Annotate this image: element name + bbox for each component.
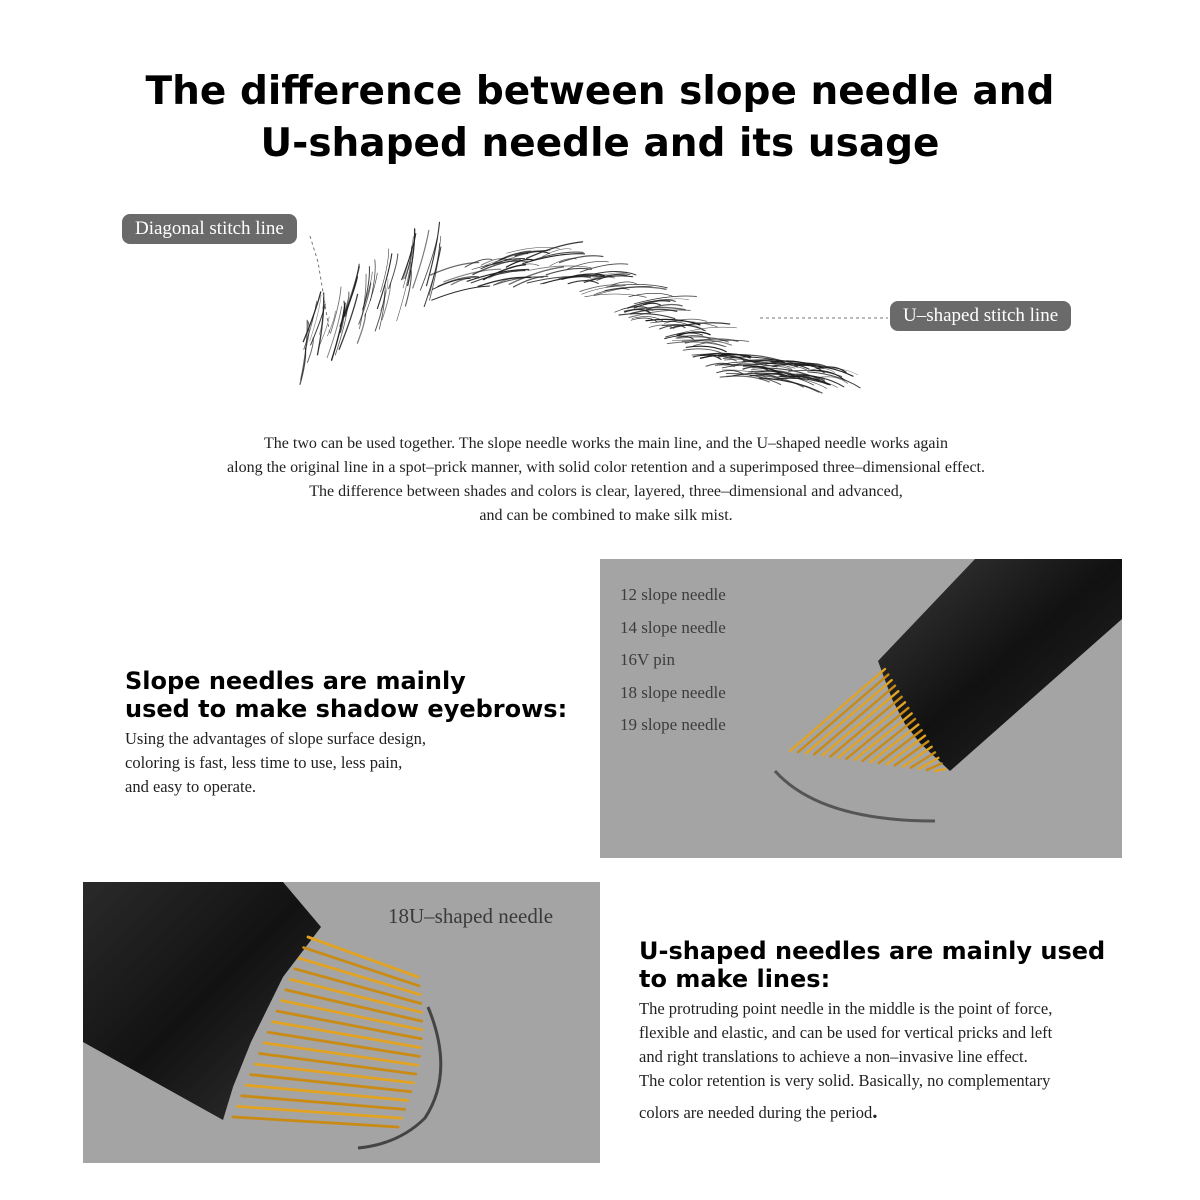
- needle-pin: [887, 736, 925, 765]
- heading-line: used to make shadow eyebrows:: [125, 695, 568, 723]
- needle-pin: [798, 675, 888, 753]
- eyebrow-hair-stroke: [568, 281, 598, 284]
- eyebrow-hair-stroke: [420, 238, 437, 290]
- heading-line: to make lines:: [639, 965, 831, 993]
- eyebrow-hair-strokes: [300, 222, 860, 393]
- slope-section-body: [125, 727, 426, 799]
- slope-needle-list: [620, 579, 726, 742]
- list-item: 16V pin: [620, 650, 675, 669]
- title-line-2: U-shaped needle and its usage: [260, 121, 940, 166]
- eyebrow-hair-stroke: [580, 264, 628, 272]
- eyebrow-hair-stroke: [550, 258, 576, 265]
- needle-pin: [260, 1054, 416, 1075]
- needle-pin: [308, 937, 418, 977]
- needle-pin: [255, 1064, 413, 1083]
- u-shaped-stitch-label: U–shaped stitch line: [890, 301, 1071, 331]
- u-section-heading: [639, 937, 1105, 993]
- description-line: The two can be used together. The slope needle works the main line, and the U–shaped needle works again: [264, 435, 948, 452]
- body-line-text: colors are needed during the period: [639, 1103, 873, 1122]
- body-line-end-mark: .: [872, 1099, 878, 1123]
- eyebrow-hair-stroke: [327, 311, 335, 336]
- eyebrow-hair-stroke: [432, 286, 490, 300]
- list-item: 12 slope needle: [620, 585, 726, 604]
- description-paragraph: [0, 432, 1200, 528]
- eyebrow-hair-stroke: [301, 320, 307, 379]
- body-line: The protruding point needle in the middle is the point of force,: [639, 999, 1053, 1018]
- body-line: The color retention is very solid. Basically, no complementary: [639, 1071, 1051, 1090]
- needle-pin: [935, 769, 945, 771]
- needle-pin: [846, 708, 908, 759]
- diagonal-stitch-label: Diagonal stitch line: [122, 214, 297, 244]
- slope-needle-holder: [878, 559, 1122, 771]
- list-item: 14 slope needle: [620, 617, 726, 637]
- title-line-1: The difference between slope needle and: [145, 69, 1055, 114]
- body-line: Using the advantages of slope surface design,: [125, 729, 427, 748]
- eyebrow-hair-stroke: [720, 376, 769, 382]
- description-line: and can be combined to make silk mist.: [479, 507, 733, 524]
- slope-needle-image-panel: [600, 559, 1122, 858]
- list-item: 18 slope needle: [620, 682, 726, 702]
- needle-arc-shadow: [775, 771, 935, 821]
- body-line: flexible and elastic, and can be used for vertical pricks and left: [639, 1023, 1053, 1042]
- u-section-body: [639, 997, 1052, 1125]
- heading-line: U-shaped needles are mainly used: [639, 937, 1106, 965]
- needle-pin: [304, 948, 419, 986]
- body-line: and easy to operate.: [125, 777, 257, 796]
- needle-pin: [871, 725, 919, 763]
- heading-line: Slope needles are mainly: [125, 667, 466, 695]
- body-line: [639, 1099, 1052, 1125]
- eyebrow-hair-stroke: [332, 303, 345, 360]
- list-item: 19 slope needle: [620, 715, 726, 734]
- u-shaped-needle-image-panel: [83, 882, 600, 1163]
- eyebrow-hair-stroke: [568, 261, 609, 269]
- eyebrow-hair-stroke: [389, 254, 398, 289]
- slope-section-heading: [125, 667, 567, 723]
- body-line: and right translations to achieve a non–invasive line effect.: [639, 1047, 1028, 1066]
- description-line: along the original line in a spot–prick manner, with solid color retention and a superimposed three–dimensional effect.: [227, 459, 985, 476]
- u-needle-label: 18U–shaped needle: [388, 904, 554, 928]
- body-line: coloring is fast, less time to use, less pain,: [125, 753, 403, 772]
- needle-pin: [822, 691, 898, 755]
- needle-pin: [233, 1117, 398, 1127]
- description-line: The difference between shades and colors is clear, layered, three–dimensional and advanced,: [309, 483, 903, 500]
- needle-pin: [264, 1043, 418, 1065]
